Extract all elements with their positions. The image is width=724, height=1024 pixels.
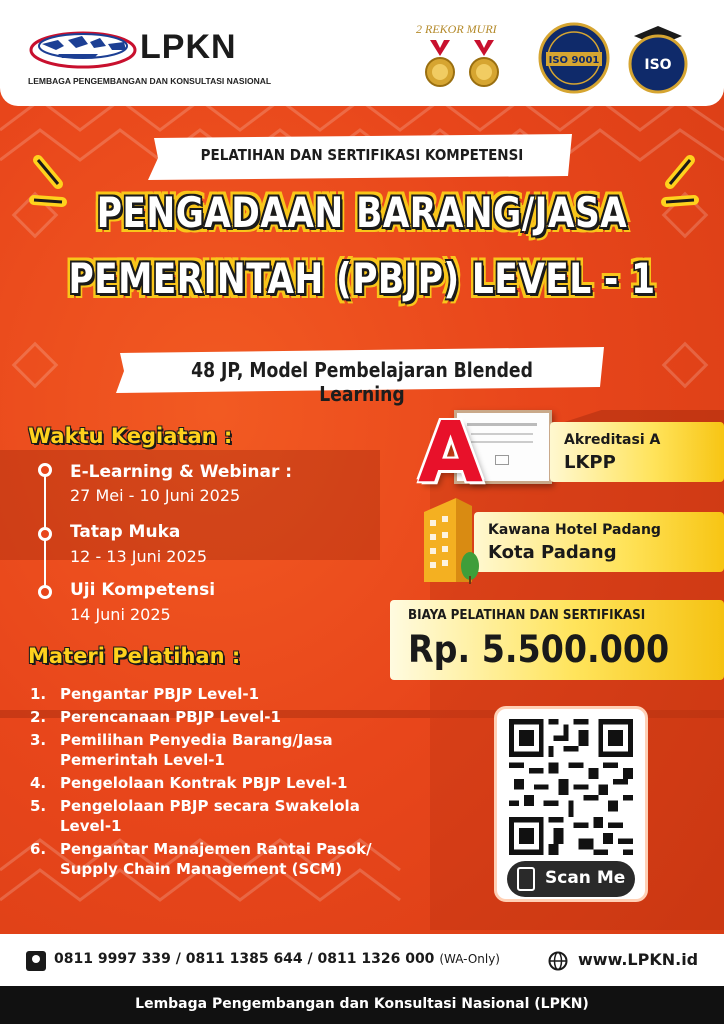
accreditation-card: [550, 422, 724, 482]
contact-bar: [0, 934, 724, 986]
phone-scan-icon: [517, 867, 535, 891]
ribbon-text: PELATIHAN DAN SERTIFIKASI KOMPETENSI: [200, 146, 524, 164]
iso-9001-badge-icon: [538, 22, 610, 94]
price-card: [390, 600, 724, 680]
accreditation-org: LKPP: [564, 452, 616, 473]
list-item: [30, 796, 410, 836]
event-date: 12 - 13 Juni 2025: [70, 547, 207, 566]
list-text: Pengantar Manajemen Rantai Pasok/ Supply Chain Management (SCM): [60, 840, 372, 878]
phone-numbers[interactable]: [54, 951, 500, 967]
iso-badge-text: ISO: [644, 57, 672, 73]
phone-numbers-text: 0811 9997 339 / 0811 1385 644 / 0811 1326 000: [54, 951, 435, 967]
list-number: 1.: [30, 685, 47, 703]
list-text: Perencanaan PBJP Level-1: [60, 708, 281, 726]
iso-badge-text: ISO 9001: [548, 55, 600, 66]
scan-me-button[interactable]: [507, 861, 635, 897]
website-link[interactable]: www.LPKN.id: [578, 950, 699, 969]
price-value: Rp. 5.500.000: [408, 628, 670, 671]
main-title-line-1: PENGADAAN BARANG/JASA: [96, 188, 628, 237]
footer-text: Lembaga Pengembangan dan Konsultasi Nasional (LPKN): [135, 996, 589, 1012]
accreditation-a-icon: A: [418, 403, 484, 501]
indonesia-map-icon: [28, 26, 138, 70]
event-date: 14 Juni 2025: [70, 605, 171, 624]
logo-subtitle: LEMBAGA PENGEMBANGAN DAN KONSULTASI NASIONAL: [28, 76, 272, 86]
event-date: 27 Mei - 10 Juni 2025: [70, 486, 241, 505]
event-title: Uji Kompetensi: [70, 580, 216, 600]
list-item: [30, 707, 410, 727]
list-text: Pengelolaan Kontrak PBJP Level-1: [60, 774, 348, 792]
footer-bar: [0, 986, 724, 1024]
muri-record-badge: [410, 22, 520, 88]
schedule-heading: Waktu Kegiatan :: [28, 424, 233, 448]
accreditation-label: Akreditasi A: [564, 432, 661, 448]
timeline-dot: [38, 463, 52, 477]
list-text: Pengelolaan PBJP secara Swakelola Level-1: [60, 797, 360, 835]
event-title: Tatap Muka: [70, 522, 181, 542]
main-title-line-2: PEMERINTAH (PBJP) LEVEL - 1: [68, 254, 656, 303]
list-item: [30, 684, 410, 704]
muri-text: 2 REKOR MURI: [416, 22, 497, 36]
qr-code-icon[interactable]: [509, 719, 633, 855]
list-number: 6.: [30, 840, 47, 858]
list-text: Pemilihan Penyedia Barang/Jasa Pemerintah Level-1: [60, 731, 333, 769]
list-number: 5.: [30, 797, 47, 815]
scan-me-label: Scan Me: [545, 868, 626, 888]
list-item: [30, 730, 410, 770]
timeline-dot: [38, 585, 52, 599]
medal-icon: [422, 40, 458, 88]
list-number: 2.: [30, 708, 47, 726]
hotel-name: Kawana Hotel Padang: [488, 522, 661, 538]
wa-only-note: (WA-Only): [439, 952, 500, 966]
list-item: [30, 839, 410, 879]
list-number: 3.: [30, 731, 47, 749]
building-icon: [420, 492, 484, 586]
list-item: [30, 773, 410, 793]
medal-icon: [466, 40, 502, 88]
price-label: BIAYA PELATIHAN DAN SERTIFIKASI: [408, 608, 646, 623]
iso-21001-badge-icon: [622, 22, 694, 94]
event-title: E-Learning & Webinar :: [70, 462, 293, 482]
materials-heading: Materi Pelatihan :: [28, 644, 241, 668]
materials-list: [30, 684, 410, 882]
venue-city: Kota Padang: [488, 542, 617, 563]
phone-contact-icon: [26, 951, 46, 971]
subtitle-text: 48 JP, Model Pembelajaran Blended Learning: [191, 358, 533, 406]
subtitle-ribbon: [116, 347, 608, 406]
list-number: 4.: [30, 774, 47, 792]
globe-icon: [548, 951, 568, 971]
header: [0, 0, 724, 106]
top-ribbon: [148, 134, 576, 180]
lpkn-logo[interactable]: [28, 26, 272, 88]
venue-card: [474, 512, 724, 572]
logo-text: LPKN: [140, 28, 237, 66]
timeline-dot: [38, 527, 52, 541]
list-text: Pengantar PBJP Level-1: [60, 685, 260, 703]
qr-code-panel[interactable]: [494, 706, 648, 902]
